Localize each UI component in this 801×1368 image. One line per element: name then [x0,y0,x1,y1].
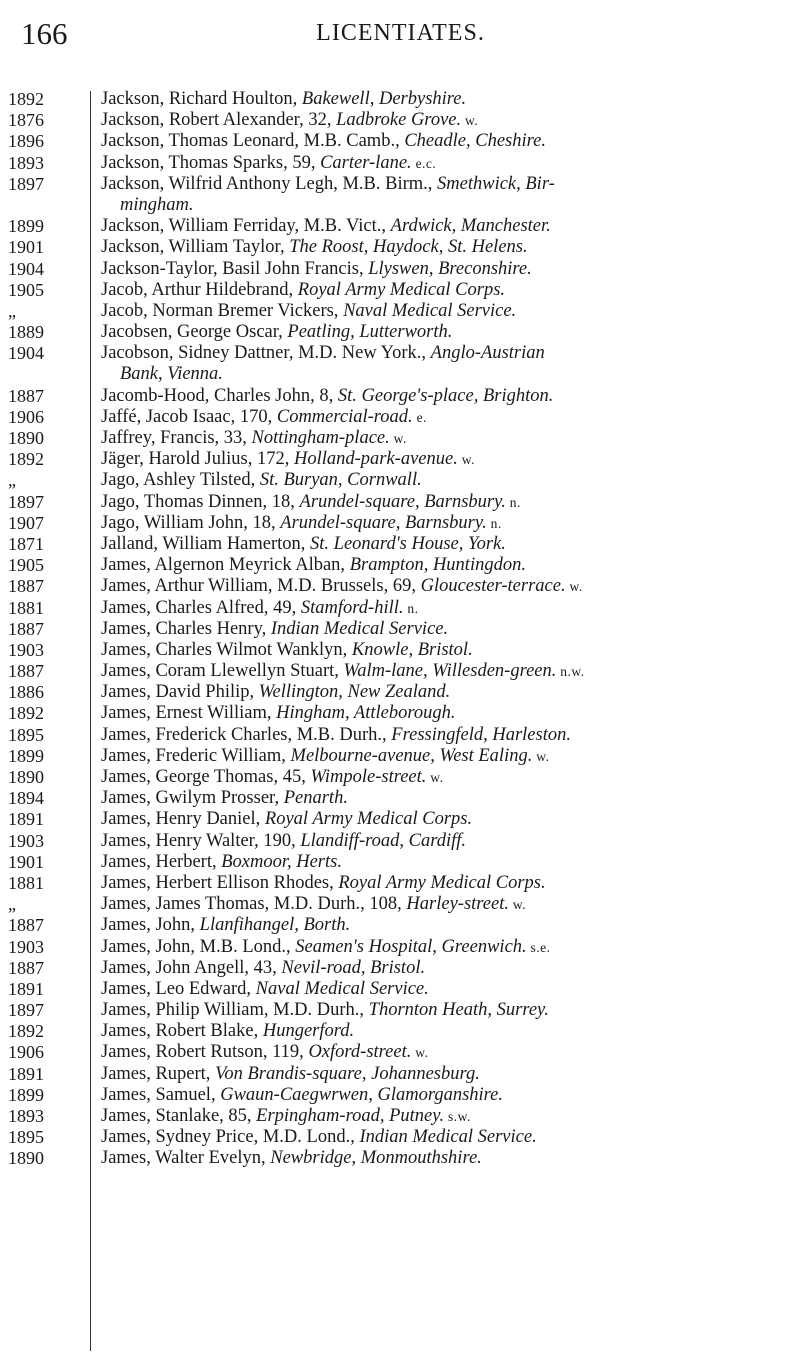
entry-year: 1905 [8,555,44,576]
entry-name: James, Ernest William, [101,703,277,724]
entry-address: Royal Army Medical Corps. [338,872,546,893]
entry-year: 1892 [8,1021,44,1042]
entry-name: Jacomb-Hood, Charles John, 8, [101,385,338,406]
entry-postal-district: s.e. [526,939,551,955]
entry-year: 1871 [8,533,44,554]
entry-name: Jacob, Arthur Hildebrand, [101,279,298,300]
entry-row [0,1106,801,1127]
entry-name: James, James Thomas, M.D. Durh., 108, [101,894,407,915]
entry-address: St. Buryan, Cornwall. [259,470,422,491]
entry-address: Llandiff-road, Cardiff. [300,830,467,851]
page-number: 166 [21,16,68,51]
entry-address: Commercial-road. [276,406,413,427]
entry-postal-district: e. [412,409,427,425]
entry-text [88,301,801,322]
entry-address: Llyswen, Breconshire. [368,258,532,279]
entry-address: Ladbroke Grove. [336,110,462,131]
entry-row [0,174,801,195]
entry-text [88,661,801,682]
entry-row [0,725,801,746]
entry-name: Jäger, Harold Julius, 172, [101,449,294,470]
entry-year: 1881 [8,597,44,618]
entry-text [88,788,801,809]
entry-text [88,237,801,258]
entry-text [88,110,801,131]
entry-text [88,280,801,301]
entry-text [88,322,801,343]
entry-year: „ [8,300,16,321]
entry-year: 1887 [8,661,44,682]
entry-name: James, Henry Daniel, [101,809,265,830]
entry-address: Holland-park-avenue. [293,449,458,470]
entry-name: Jackson, Wilfrid Anthony Legh, M.B. Birm., [101,173,438,194]
entry-name: Jaffrey, Francis, 33, [101,428,252,448]
entry-address: Royal Army Medical Corps. [264,809,473,830]
entry-year [0,195,88,216]
entry-row [0,640,801,661]
entry-row [0,661,801,682]
entry-row [0,576,801,597]
entry-text [88,555,801,576]
entry-text [88,195,801,216]
entry-text [88,1021,801,1042]
entry-text [88,852,801,873]
entry-row [0,1000,801,1021]
entry-name: James, Samuel, [101,1084,221,1105]
entry-row [0,280,801,301]
entry-address: Wimpole-street. [310,767,427,787]
entry-year: 1893 [8,152,44,173]
entry-address: Royal Army Medical Corps. [297,279,506,300]
entry-address: Smethwick, Bir- [437,173,555,194]
entry-row [0,322,801,343]
entry-address: Wellington, New Zealand. [258,682,451,703]
entry-year: 1891 [8,1063,44,1084]
entry-name: Jackson-Taylor, Basil John Francis, [101,258,369,279]
entry-row [0,746,801,767]
entry-address: Stamford-hill. [300,597,404,618]
entry-text [88,1085,801,1106]
entry-postal-district: s.w. [444,1109,471,1124]
entry-text [88,725,801,746]
entry-address: Nevil-road, Bristol. [281,957,426,978]
entry-row [0,1085,801,1106]
running-head: LICENTIATES. [316,20,485,46]
entry-year: 1896 [8,131,44,152]
entry-name: Jago, Ashley Tilsted, [101,470,260,491]
entry-name: James, Leo Edward, [101,978,256,999]
entry-address: Naval Medical Service. [343,300,517,321]
entry-continuation [0,195,801,216]
entry-address: Nottingham-place. [251,428,390,448]
entry-year: 1894 [8,788,44,809]
entry-postal-district: w. [565,579,583,595]
entry-postal-district: w. [457,452,475,468]
entry-address: Brampton, Huntingdon. [349,555,526,576]
entry-year: 1891 [8,809,44,830]
entry-address: Bakewell, Derbyshire. [301,89,467,109]
entry-address: Boxmoor, Herts. [221,851,342,872]
entry-text [88,131,801,152]
entry-text [88,576,801,597]
entry-year: 1876 [8,110,44,131]
entry-year: 1906 [8,406,44,427]
entry-row [0,513,801,534]
entry-row [0,259,801,280]
entry-text [88,598,801,619]
entry-year: 1890 [8,1148,44,1169]
entry-address: Arundel-square, Barnsbury. [299,491,506,512]
entry-name: James, John Angell, 43, [101,957,282,978]
entry-name: James, Charles Alfred, 49, [101,597,301,618]
entry-year: 1903 [8,936,44,957]
entry-address: Penarth. [283,788,348,809]
entry-year: 1887 [8,576,44,597]
entry-name: James, David Philip, [101,682,259,703]
entry-row [0,788,801,809]
entry-name: Jackson, Robert Alexander, 32, [101,110,337,131]
entry-text [88,364,801,385]
entry-row [0,703,801,724]
entry-row [0,89,801,110]
entry-year: 1907 [8,512,44,533]
entry-year: 1903 [8,830,44,851]
entry-address: Erpingham-road, Putney. [256,1106,445,1126]
entry-year: 1906 [8,1042,44,1063]
entry-text [88,470,801,491]
entry-postal-district: e.c. [411,155,437,171]
entry-text [88,1106,801,1127]
entry-address: Ardwick, Manchester. [390,216,551,237]
entry-text [88,703,801,724]
entry-year: 1905 [8,279,44,300]
entry-name: James, Arthur William, M.D. Brussels, 69, [101,576,421,597]
entry-year: 1901 [8,851,44,872]
entry-postal-district: w. [532,748,550,764]
entry-address: Gloucester-terrace. [420,576,566,597]
entry-name: Jaffé, Jacob Isaac, 170, [101,406,277,427]
entry-name: James, Sydney Price, M.D. Lond., [101,1127,360,1148]
entry-name: James, John, [101,915,200,936]
entry-address: Hingham, Attleborough. [276,703,456,724]
entry-row [0,1042,801,1063]
entry-row [0,937,801,958]
entry-address: Newbridge, Monmouthshire. [270,1148,482,1169]
entry-address: Fressingfeld, Harleston. [391,724,571,745]
entry-year: 1901 [8,237,44,258]
entry-row [0,153,801,174]
entry-row [0,1127,801,1148]
entry-year: 1897 [8,491,44,512]
entry-row [0,894,801,915]
entry-row [0,873,801,894]
entry-name: James, Walter Evelyn, [101,1148,271,1169]
entry-text [88,407,801,428]
entry-row [0,979,801,1000]
entry-address: Anglo-Austrian [430,343,545,364]
entry-row [0,1021,801,1042]
entry-address: Harley-street. [406,894,509,915]
entry-text [88,979,801,1000]
entry-name: Jacobson, Sidney Dattner, M.D. New York., [101,343,431,364]
entry-text [88,640,801,661]
entry-row [0,682,801,703]
entry-year: 1895 [8,1127,44,1148]
entry-year: 1892 [8,89,44,109]
entry-year: 1887 [8,915,44,936]
entry-name: James, John, M.B. Lond., [101,936,296,957]
entry-row [0,767,801,788]
entry-name: James, Charles Henry, [101,618,271,639]
entry-row [0,407,801,428]
entry-text [88,894,801,915]
entry-text [88,915,801,936]
entry-address: Carter-lane. [320,152,412,173]
entry-text [88,89,801,110]
entry-row [0,343,801,364]
entry-row [0,915,801,936]
entry-row [0,598,801,619]
entry-text [88,1148,801,1169]
entry-row [0,470,801,491]
entry-text [88,174,801,195]
entry-postal-district: w. [389,431,407,446]
entry-address: Peatling, Lutterworth. [287,322,453,343]
entry-address: Thornton Heath, Surrey. [368,1000,549,1021]
entry-name: James, Gwilym Prosser, [101,788,284,809]
entry-address: The Roost, Haydock, St. Helens. [289,237,528,258]
entry-text [88,873,801,894]
entry-postal-district: n. [403,600,419,616]
entry-name: James, Robert Rutson, 119, [101,1042,309,1063]
entry-address: Walm-lane, Willesden-green. [343,661,557,682]
entry-row [0,619,801,640]
entry-row [0,492,801,513]
entry-text [88,809,801,830]
entry-address: Bank, Vienna. [120,364,223,385]
entry-address: Naval Medical Service. [255,978,429,999]
entry-row [0,1064,801,1085]
entry-address: Arundel-square, Barnsbury. [280,512,487,533]
entry-text [88,386,801,407]
entry-text [88,831,801,852]
entry-name: James, Charles Wilmot Wanklyn, [101,639,352,660]
entry-year: 1899 [8,1084,44,1105]
entry-year: 1887 [8,385,44,406]
entry-text [88,216,801,237]
entry-year: 1897 [8,173,44,194]
entry-text [88,449,801,470]
entry-postal-district: w. [508,897,527,913]
entry-address: Cheadle, Cheshire. [404,131,546,152]
entry-year: 1890 [8,428,44,448]
entry-row [0,237,801,258]
entry-name: Jackson, Richard Houlton, [101,89,302,109]
entry-row [0,301,801,322]
entry-year: 1890 [8,767,44,787]
entry-text [88,1064,801,1085]
entry-address: Seamen's Hospital, Greenwich. [295,936,527,957]
entry-postal-district: n.w. [556,664,585,680]
entry-name: Jackson, William Ferriday, M.B. Vict., [101,216,391,237]
entry-year: 1889 [8,322,44,343]
entry-address: Indian Medical Service. [359,1127,537,1148]
entry-name: Jacobsen, George Oscar, [101,322,288,343]
entry-row [0,449,801,470]
entry-address: Melbourne-avenue, West Ealing. [290,745,533,766]
entry-name: Jalland, William Hamerton, [101,533,311,554]
entry-postal-district: n. [505,494,521,510]
entry-postal-district: w. [461,113,479,129]
entry-year: 1904 [8,258,44,279]
entry-year: 1899 [8,216,44,237]
entry-year: 1881 [8,872,44,893]
entry-name: Jago, William John, 18, [101,512,281,533]
entry-text [88,492,801,513]
entry-row [0,555,801,576]
entry-text [88,1042,801,1063]
entry-name: Jago, Thomas Dinnen, 18, [101,491,300,512]
entry-year: 1887 [8,618,44,639]
entry-name: James, Henry Walter, 190, [101,830,301,851]
entry-year: 1904 [8,343,44,364]
entry-name: James, Rupert, [101,1063,216,1084]
entry-text [88,428,801,449]
entry-address: Llanfihangel, Borth. [199,915,351,936]
entry-name: James, Robert Blake, [101,1021,263,1042]
entry-address: Oxford-street. [308,1042,412,1063]
entry-year: „ [8,470,16,491]
entry-text [88,958,801,979]
entry-text [88,343,801,364]
entry-text [88,1127,801,1148]
entry-name: Jackson, Thomas Sparks, 59, [101,152,321,173]
entry-text [88,767,801,788]
entry-name: James, Frederic William, [101,745,291,766]
entry-year: 1903 [8,639,44,660]
entry-name: James, Herbert, [101,851,222,872]
entry-name: James, Philip William, M.D. Durh., [101,1000,369,1021]
entry-text [88,746,801,767]
entry-name: James, George Thomas, 45, [101,767,311,787]
entry-row [0,831,801,852]
entry-address: Gwaun-Caegwrwen, Glamorganshire. [220,1084,504,1105]
entry-address: St. Leonard's House, York. [310,533,506,554]
entry-name: James, Coram Llewellyn Stuart, [101,661,344,682]
entry-year: 1892 [8,449,44,470]
entry-row [0,110,801,131]
entry-address: Knowle, Bristol. [351,639,473,660]
entry-text [88,682,801,703]
entry-address: St. George's-place, Brighton. [337,385,554,406]
entry-year: 1899 [8,745,44,766]
entry-row [0,1148,801,1169]
entry-row [0,852,801,873]
entry-row [0,216,801,237]
entry-year: 1887 [8,957,44,978]
entry-text [88,153,801,174]
entry-year: 1892 [8,703,44,724]
entry-name: James, Algernon Meyrick Alban, [101,555,350,576]
entry-postal-district: w. [426,770,444,785]
entry-row [0,131,801,152]
entry-row [0,958,801,979]
entry-text [88,259,801,280]
entry-address: Indian Medical Service. [270,618,449,639]
licentiate-list [0,89,801,1170]
entry-address: mingham. [120,194,194,215]
entry-row [0,809,801,830]
entry-name: Jackson, Thomas Leonard, M.B. Camb., [101,131,405,152]
entry-postal-district: n. [486,515,502,531]
entry-postal-district: w. [411,1045,429,1061]
entry-text [88,619,801,640]
entry-year: „ [8,894,16,915]
entry-row [0,386,801,407]
entry-continuation [0,364,801,385]
entry-name: Jackson, William Taylor, [101,237,290,258]
entry-name: James, Frederick Charles, M.B. Durh., [101,724,392,745]
entry-row [0,428,801,449]
entry-text [88,534,801,555]
entry-year: 1893 [8,1106,44,1126]
entry-name: James, Stanlake, 85, [101,1106,257,1126]
entry-address: Von Brandis-square, Johannesburg. [215,1063,480,1084]
entry-year: 1886 [8,682,44,703]
entry-year: 1895 [8,724,44,745]
entry-text [88,513,801,534]
entry-text [88,937,801,958]
entry-year [0,364,88,385]
entry-address: Hungerford. [262,1021,355,1042]
entry-text [88,1000,801,1021]
entry-row [0,534,801,555]
entry-year: 1897 [8,1000,44,1021]
entry-year: 1891 [8,978,44,999]
entry-name: James, Herbert Ellison Rhodes, [101,872,339,893]
entry-name: Jacob, Norman Bremer Vickers, [101,300,344,321]
